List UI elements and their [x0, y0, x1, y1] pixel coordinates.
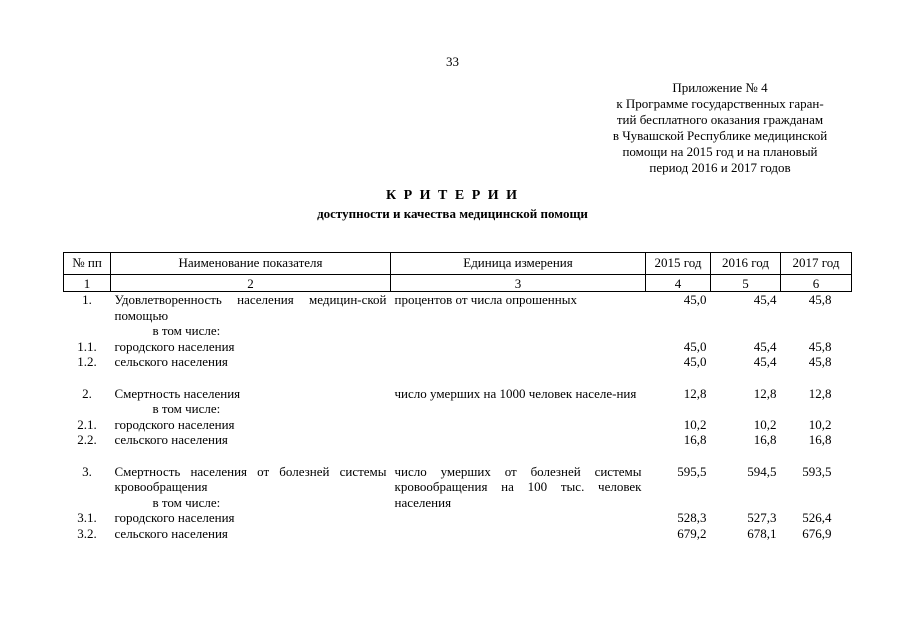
indicator-name: городского населения [114, 510, 235, 525]
row-number: 1.1. [77, 338, 97, 354]
sub-label: в том числе: [152, 494, 221, 510]
table-row [64, 464, 852, 511]
value-2015: 595,5 [677, 463, 707, 479]
appendix-line: к Программе государственных гаран- [616, 96, 824, 111]
value-2015: 45,0 [683, 292, 707, 307]
value-2017: 526,4 [802, 510, 832, 525]
table-row [64, 417, 852, 433]
sub-label: в том числе: [152, 401, 221, 416]
value-2017: 676,9 [802, 525, 832, 541]
header-unit: Единица измерения [391, 253, 646, 275]
row-number: 1. [82, 292, 92, 307]
value-2017: 45,8 [808, 354, 832, 369]
row-number: 2.2. [77, 432, 97, 447]
table-row [64, 354, 852, 370]
indicator-name: городского населения [114, 416, 235, 432]
column-number: 5 [711, 274, 781, 292]
column-number: 1 [64, 274, 111, 292]
appendix-note [540, 80, 900, 176]
header-2016: 2016 год [711, 253, 781, 275]
header-name: Наименование показателя [111, 253, 391, 275]
unit-of-measure: процентов от числа опрошенных [394, 292, 577, 307]
table-row [64, 510, 852, 526]
column-number: 2 [111, 274, 391, 292]
value-2016: 594,5 [747, 463, 777, 479]
column-number: 4 [646, 274, 711, 292]
row-number: 3.1. [77, 510, 97, 525]
appendix-line: период 2016 и 2017 годов [649, 160, 791, 175]
value-2017: 45,8 [808, 292, 832, 307]
indicator-name: сельского населения [114, 354, 228, 369]
column-number-row [64, 274, 852, 292]
value-2015: 679,2 [677, 525, 707, 541]
table-row [64, 526, 852, 542]
value-2015: 45,0 [683, 354, 707, 369]
criteria-table [63, 252, 852, 541]
appendix-line: тий бесплатного оказания гражданам [616, 112, 824, 127]
value-2016: 16,8 [753, 432, 777, 447]
indicator-title: Смертность населения от болезней системы кровообращения [114, 463, 387, 494]
document-title: К Р И Т Е Р И И [385, 188, 520, 203]
value-2016: 527,3 [747, 510, 777, 525]
row-number: 3.2. [77, 525, 97, 541]
indicator-name [111, 292, 391, 339]
unit-of-measure [391, 339, 646, 355]
value-2017: 45,8 [808, 338, 832, 354]
row-number: 3. [82, 463, 92, 479]
unit-of-measure [391, 432, 646, 448]
value-2016: 678,1 [747, 525, 777, 541]
value-2015: 16,8 [683, 432, 707, 447]
value-2017: 16,8 [808, 432, 832, 447]
value-2015: 12,8 [683, 385, 707, 401]
unit-of-measure: число умерших на 1000 человек населе-ния [394, 385, 637, 401]
indicator-name: сельского населения [114, 525, 228, 541]
unit-of-measure: число умерших от болезней системы кровообращения на 100 тыс. человек населения [394, 463, 642, 510]
indicator-name: сельского населения [114, 432, 228, 447]
table-row [64, 292, 852, 339]
table-row [64, 386, 852, 417]
row-number: 2. [82, 385, 92, 401]
row-number: 2.1. [77, 416, 97, 432]
header-2017: 2017 год [781, 253, 852, 275]
value-2017: 593,5 [802, 463, 832, 479]
value-2017: 10,2 [808, 416, 832, 432]
value-2015: 10,2 [683, 416, 707, 432]
value-2016: 45,4 [753, 292, 777, 307]
unit-of-measure [391, 417, 646, 433]
table-row [64, 339, 852, 355]
indicator-name [111, 464, 391, 511]
indicator-name: городского населения [114, 338, 235, 354]
document-subtitle: доступности и качества медицинской помощи [317, 206, 588, 221]
indicator-title: Смертность населения [114, 385, 241, 401]
row-spacer [64, 448, 852, 464]
header-2015: 2015 год [646, 253, 711, 275]
row-spacer [64, 370, 852, 386]
unit-of-measure [391, 510, 646, 526]
value-2016: 10,2 [753, 416, 777, 432]
value-2016: 12,8 [753, 385, 777, 401]
indicator-title: Удовлетворенность населения медицин-ской помощью [114, 292, 387, 323]
appendix-line: помощи на 2015 год и на плановый [622, 144, 818, 159]
header-num: № пп [64, 253, 111, 275]
appendix-line: Приложение № 4 [672, 80, 768, 95]
indicator-name [111, 386, 391, 417]
row-number: 1.2. [77, 354, 97, 369]
table-header-row [64, 253, 852, 275]
value-2016: 45,4 [753, 354, 777, 369]
page-number: 33 [446, 54, 459, 69]
table-row [64, 432, 852, 448]
value-2015: 45,0 [683, 338, 707, 354]
sub-label: в том числе: [152, 323, 221, 338]
column-number: 6 [781, 274, 852, 292]
column-number: 3 [391, 274, 646, 292]
value-2015: 528,3 [677, 510, 707, 525]
appendix-line: в Чувашской Республике медицинской [612, 128, 828, 143]
unit-of-measure [391, 526, 646, 542]
value-2017: 12,8 [808, 385, 832, 401]
value-2016: 45,4 [753, 338, 777, 354]
unit-of-measure [391, 354, 646, 370]
